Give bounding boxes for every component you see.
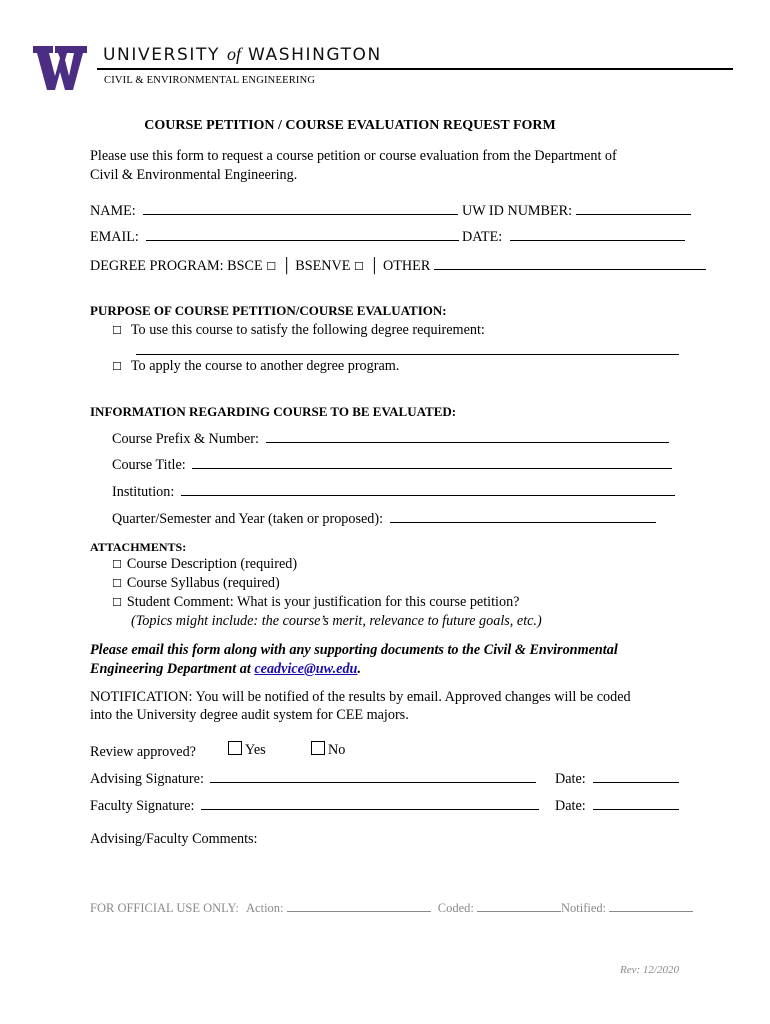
department-name: CIVIL & ENVIRONMENTAL ENGINEERING [104, 75, 316, 86]
email-notice-line-2 [90, 661, 361, 678]
attachment-note: (Topics might include: the course’s merit, relevance to future goals, etc.) [131, 613, 542, 629]
review-yes-label: Yes [245, 742, 266, 758]
course-title-field[interactable] [192, 467, 672, 469]
purpose-option-1 [112, 322, 485, 339]
university-name: UNIVERSITY of WASHINGTON [103, 44, 382, 65]
quarter-label: Quarter/Semester and Year (taken or proposed): [112, 511, 384, 527]
uwid-label: UW ID NUMBER: [462, 203, 573, 219]
advising-signature-row [90, 771, 536, 788]
official-action-field[interactable] [287, 910, 431, 912]
purpose-1-checkbox[interactable]: ☐ [112, 324, 122, 337]
header-rule [97, 68, 733, 70]
attachment-item-2 [112, 575, 280, 592]
degree-row [90, 258, 706, 275]
advising-signature-label: Advising Signature: [90, 771, 204, 787]
faculty-signature-row [90, 798, 539, 815]
email-row [90, 229, 459, 246]
revision-date: Rev: 12/2020 [620, 964, 679, 976]
name-field[interactable] [143, 213, 458, 215]
official-use-label: FOR OFFICIAL USE ONLY: [90, 901, 239, 915]
divider: │ [281, 258, 292, 274]
period: . [357, 661, 361, 677]
attachment-2-label: Course Syllabus (required) [126, 575, 280, 591]
review-yes [228, 741, 266, 759]
email-field[interactable] [146, 239, 459, 241]
contact-email-link[interactable]: ceadvice@uw.edu [254, 661, 358, 677]
course-prefix-label: Course Prefix & Number: [112, 431, 259, 447]
advising-date-field[interactable] [593, 781, 679, 783]
notification-line-1 [90, 689, 631, 706]
uw-logo [33, 46, 87, 90]
name-row [90, 203, 458, 220]
faculty-signature-field[interactable] [201, 808, 539, 810]
email-notice-text: Engineering Department at [90, 661, 251, 677]
faculty-date-row [555, 798, 679, 815]
official-notified-field[interactable] [609, 910, 693, 912]
date-row [462, 229, 685, 246]
official-coded-label: Coded: [437, 901, 474, 915]
course-prefix-field[interactable] [266, 441, 669, 443]
attachment-item-1 [112, 556, 297, 573]
notification-text-1: You will be notified of the results by email. Approved changes will be coded [195, 689, 631, 705]
review-no-checkbox[interactable] [311, 741, 325, 755]
bsce-label: BSCE [227, 258, 263, 274]
intro-line-2: Civil & Environmental Engineering. [90, 167, 298, 183]
advising-date-row [555, 771, 679, 788]
purpose-option-2-label: To apply the course to another degree program. [130, 358, 400, 374]
purpose-heading: PURPOSE OF COURSE PETITION/COURSE EVALUATION: [90, 303, 447, 318]
review-yes-checkbox[interactable] [228, 741, 242, 755]
email-notice-line-1: Please email this form along with any supporting documents to the Civil & Environmental [90, 642, 618, 658]
course-title-label: Course Title: [112, 457, 186, 473]
other-label: OTHER [383, 258, 431, 274]
institution-field[interactable] [181, 494, 675, 496]
degree-label: DEGREE PROGRAM: [90, 258, 224, 274]
form-title: COURSE PETITION / COURSE EVALUATION REQUEST FORM [144, 118, 556, 133]
attachments-heading: ATTACHMENTS: [90, 540, 187, 554]
advising-date-label: Date: [555, 771, 586, 787]
faculty-date-label: Date: [555, 798, 586, 814]
attachment-1-checkbox[interactable]: ☐ [112, 558, 122, 571]
divider: │ [369, 258, 380, 274]
attachment-3-checkbox[interactable]: ☐ [112, 596, 122, 609]
degree-requirement-field[interactable] [136, 353, 679, 355]
info-heading: INFORMATION REGARDING COURSE TO BE EVALUATED: [90, 404, 457, 419]
purpose-2-checkbox[interactable]: ☐ [112, 360, 122, 373]
faculty-date-field[interactable] [593, 808, 679, 810]
course-prefix-row [112, 431, 669, 448]
date-label: DATE: [462, 229, 503, 245]
official-notified-label: Notified: [561, 901, 607, 915]
bsce-checkbox[interactable]: ☐ [266, 260, 277, 273]
review-no-label: No [328, 742, 346, 758]
intro-line-1: Please use this form to request a course petition or course evaluation from the Department of [90, 148, 617, 164]
uwid-field[interactable] [576, 213, 691, 215]
official-use-row [90, 901, 693, 916]
quarter-field[interactable] [390, 521, 656, 523]
purpose-option-2 [112, 358, 399, 375]
purpose-option-1-label: To use this course to satisfy the following degree requirement: [130, 322, 485, 338]
quarter-row [112, 511, 656, 528]
institution-label: Institution: [112, 484, 175, 500]
review-label: Review approved? [90, 744, 196, 760]
attachment-1-label: Course Description (required) [126, 556, 298, 572]
notification-line-2: into the University degree audit system for CEE majors. [90, 707, 409, 723]
attachment-3-label: Student Comment: What is your justification for this course petition? [126, 594, 520, 610]
date-field[interactable] [510, 239, 685, 241]
official-action-label: Action: [246, 901, 284, 915]
attachment-item-3 [112, 594, 519, 611]
name-label: NAME: [90, 203, 136, 219]
bsenve-checkbox[interactable]: ☐ [353, 260, 364, 273]
email-label: EMAIL: [90, 229, 139, 245]
review-no [311, 741, 345, 759]
official-coded-field[interactable] [477, 910, 561, 912]
uwid-row [462, 203, 691, 220]
notification-label: NOTIFICATION: [90, 689, 193, 705]
advising-signature-field[interactable] [210, 781, 536, 783]
other-field[interactable] [434, 268, 706, 270]
institution-row [112, 484, 675, 501]
bsenve-label: BSENVE [295, 258, 351, 274]
faculty-signature-label: Faculty Signature: [90, 798, 195, 814]
comments-label: Advising/Faculty Comments: [90, 831, 258, 847]
course-title-row [112, 457, 672, 474]
attachment-2-checkbox[interactable]: ☐ [112, 577, 122, 590]
